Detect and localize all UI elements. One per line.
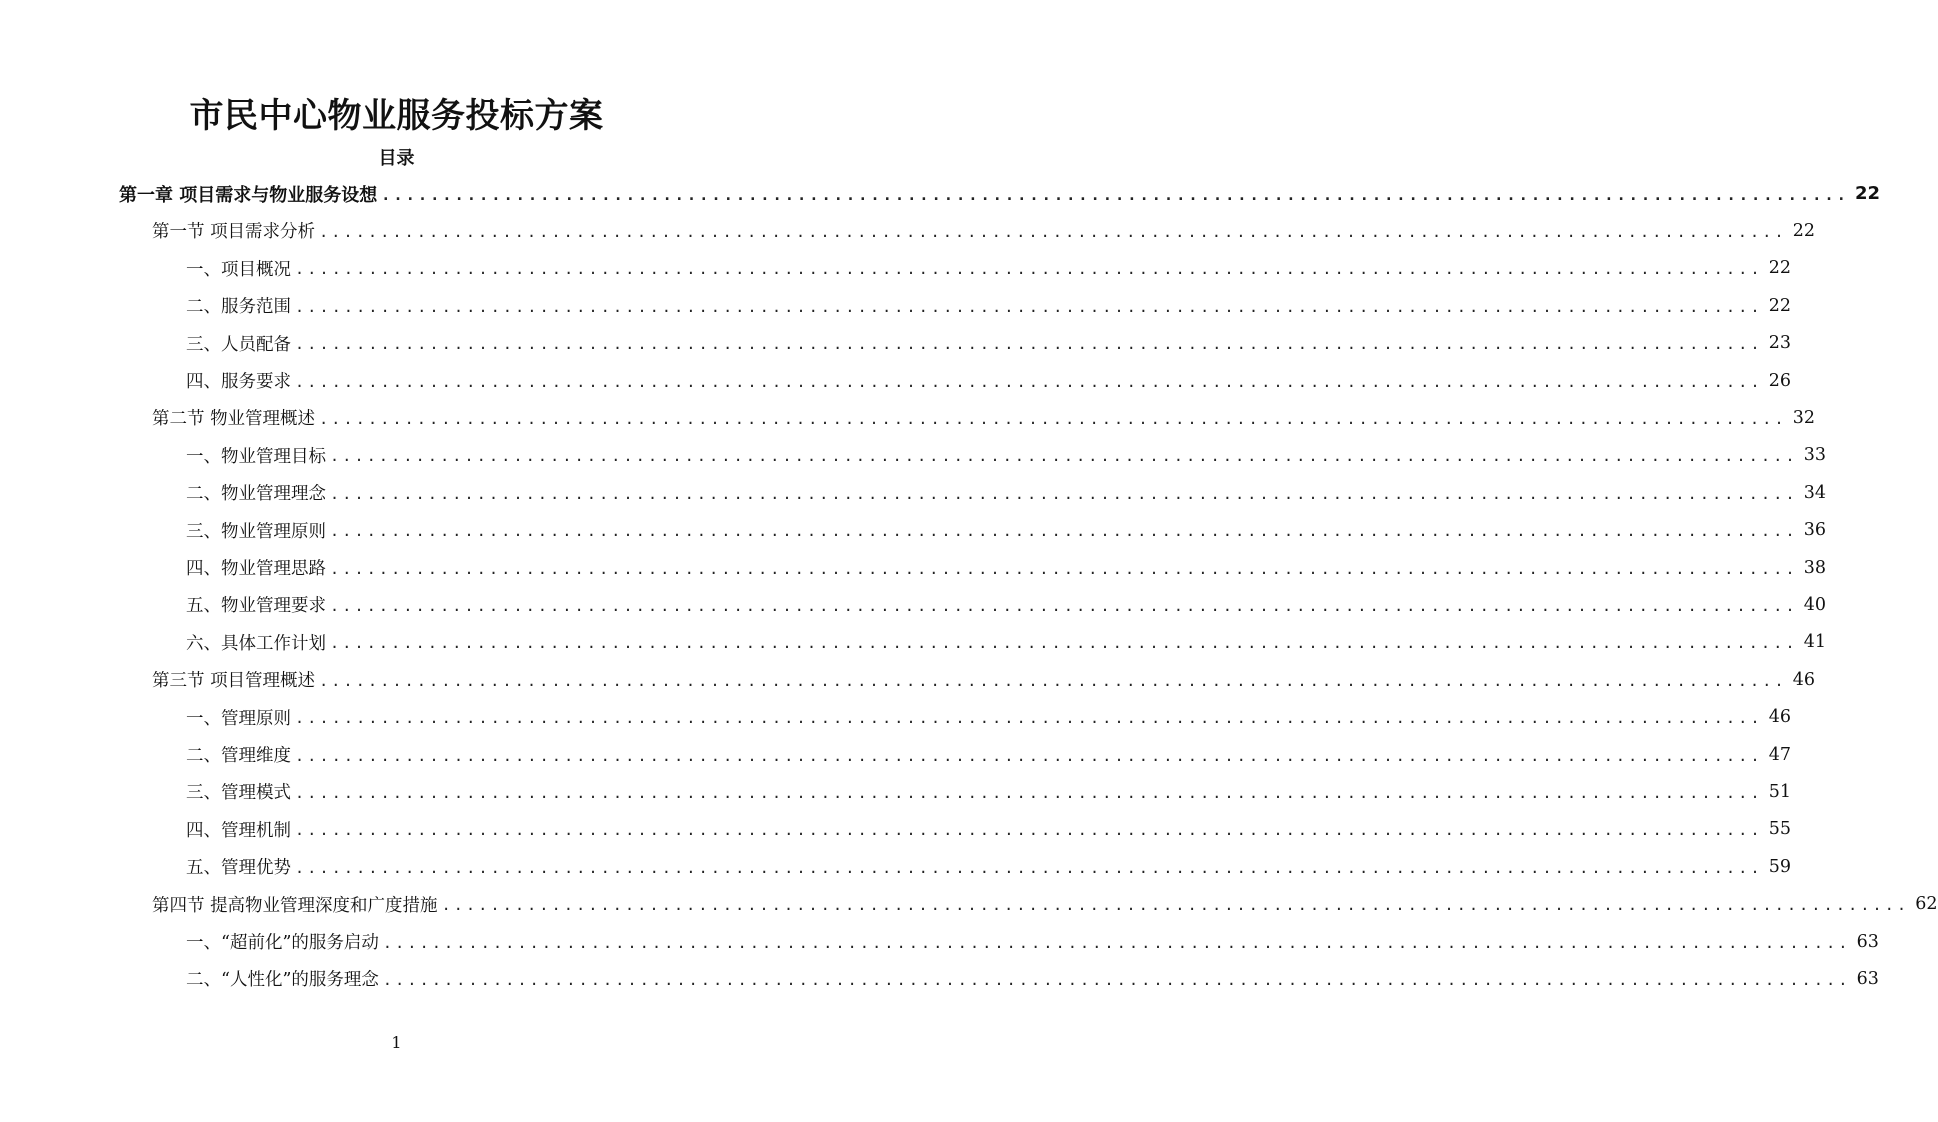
- toc-entry-label: 第一章 项目需求与物业服务设想: [119, 184, 378, 206]
- toc-entry-page: 40: [1803, 594, 1826, 615]
- toc-entry-page: 63: [1856, 931, 1879, 952]
- toc-entry[interactable]: [186, 923, 1879, 960]
- toc-entry-page: 22: [1768, 258, 1791, 279]
- toc-entry-page: 38: [1803, 557, 1826, 578]
- toc-entry-label: 二、物业管理理念: [186, 484, 326, 505]
- toc-entry-label: 二、“人性化”的服务理念: [186, 970, 379, 991]
- toc-entry-label: 四、管理机制: [186, 820, 291, 841]
- toc-entry-page: 41: [1803, 632, 1826, 653]
- toc-entry[interactable]: [186, 960, 1879, 997]
- toc-dot-leader: ........................................................................................................................: [295, 821, 1763, 840]
- toc-entry[interactable]: [119, 175, 1881, 212]
- toc-entry-page: 55: [1768, 819, 1791, 840]
- toc-entry-label: 三、人员配备: [186, 334, 291, 355]
- toc-entry-page: 22: [1854, 183, 1881, 204]
- toc-entry[interactable]: [152, 886, 1938, 923]
- toc-dot-leader: ........................................................................................................................: [295, 746, 1763, 765]
- toc-entry-label: 第四节 提高物业管理深度和广度措施: [152, 895, 438, 916]
- toc-entry-label: 四、物业管理思路: [186, 559, 326, 579]
- toc-dot-leader: ........................................................................................................................: [330, 522, 1798, 541]
- toc-entry-page: 51: [1768, 781, 1791, 802]
- toc-entry[interactable]: [186, 773, 1791, 810]
- toc-entry-page: 36: [1803, 520, 1826, 541]
- toc-dot-leader: ........................................................................................................................: [295, 335, 1763, 354]
- toc-entry[interactable]: [186, 512, 1826, 549]
- toc-entry-label: 六、具体工作计划: [186, 633, 326, 654]
- toc-entry[interactable]: [186, 287, 1791, 324]
- toc-dot-leader: ........................................................................................................................: [295, 372, 1763, 391]
- toc-dot-leader: ........................................................................................................................: [319, 671, 1787, 690]
- toc-entry[interactable]: [186, 362, 1791, 399]
- toc-entry-label: 四、服务要求: [186, 372, 291, 392]
- toc-dot-leader: ........................................................................................................................: [295, 260, 1763, 279]
- toc-entry-page: 59: [1768, 856, 1791, 877]
- toc-dot-leader: ........................................................................................................................: [319, 409, 1787, 428]
- toc-entry-page: 22: [1768, 295, 1791, 316]
- toc-entry-page: 46: [1792, 669, 1816, 690]
- toc-dot-leader: ........................................................................................................................: [295, 858, 1763, 877]
- toc-dot-leader: ........................................................................................................................: [330, 559, 1798, 578]
- toc-entry-label: 一、管理原则: [186, 708, 291, 729]
- toc-entry[interactable]: [186, 586, 1826, 623]
- toc-entry-label: 第二节 物业管理概述: [152, 409, 316, 430]
- toc-dot-leader: ........................................................................................................................: [382, 933, 1851, 952]
- toc-entry[interactable]: [186, 549, 1826, 586]
- toc-entry-label: 一、“超前化”的服务启动: [186, 933, 379, 953]
- toc-entry-page: 63: [1856, 968, 1879, 989]
- toc-entry-page: 34: [1803, 482, 1826, 503]
- toc-entry-label: 二、管理维度: [186, 746, 291, 766]
- toc-dot-leader: ........................................................................................................................: [330, 484, 1798, 503]
- toc-dot-leader: ........................................................................................................................: [381, 185, 1849, 204]
- toc-entry-page: 22: [1792, 220, 1816, 241]
- toc-dot-leader: ........................................................................................................................: [319, 222, 1787, 241]
- toc-dot-leader: ........................................................................................................................: [295, 783, 1763, 802]
- toc-entry-label: 三、管理模式: [186, 783, 291, 804]
- toc-dot-leader: ........................................................................................................................: [382, 970, 1851, 989]
- toc-entry[interactable]: [186, 624, 1826, 661]
- toc-entry[interactable]: [186, 250, 1791, 287]
- toc-entry-label: 一、项目概况: [186, 259, 291, 280]
- toc-entry-label: 第三节 项目管理概述: [152, 671, 316, 692]
- toc-entry-page: 33: [1803, 445, 1826, 466]
- toc-dot-leader: ........................................................................................................................: [441, 896, 1910, 915]
- toc-heading: 目录: [378, 148, 415, 169]
- toc-dot-leader: ........................................................................................................................: [330, 634, 1798, 653]
- toc-entry-label: 二、服务范围: [186, 297, 291, 318]
- toc-entry[interactable]: [186, 811, 1791, 848]
- toc-entry[interactable]: [186, 474, 1826, 511]
- toc-dot-leader: ........................................................................................................................: [295, 297, 1763, 316]
- toc-dot-leader: ........................................................................................................................: [295, 709, 1763, 728]
- toc-dot-leader: ........................................................................................................................: [330, 447, 1798, 466]
- toc-entry[interactable]: [186, 699, 1791, 736]
- toc-entry-page: 46: [1768, 707, 1791, 728]
- toc-entry[interactable]: [152, 212, 1816, 249]
- toc-entry-label: 一、物业管理目标: [186, 446, 326, 467]
- page-number: 1: [391, 1033, 402, 1052]
- toc-entry-page: 62: [1915, 894, 1938, 915]
- toc-entry-page: 32: [1792, 407, 1816, 428]
- toc-entry[interactable]: [152, 399, 1816, 436]
- toc-entry[interactable]: [186, 437, 1826, 474]
- toc-entry-page: 47: [1768, 744, 1791, 765]
- toc-entry[interactable]: [186, 736, 1791, 773]
- toc-entry[interactable]: [152, 661, 1816, 698]
- toc-entry-page: 26: [1768, 370, 1791, 391]
- toc-entry-label: 第一节 项目需求分析: [152, 222, 316, 243]
- toc-entry-label: 五、管理优势: [186, 858, 291, 879]
- toc-entry-page: 23: [1768, 333, 1791, 354]
- toc-entry[interactable]: [186, 325, 1791, 362]
- toc-entry[interactable]: [186, 848, 1791, 885]
- toc-entry-label: 三、物业管理原则: [186, 521, 326, 542]
- toc-entry-label: 五、物业管理要求: [186, 596, 326, 617]
- document-title: 市民中心物业服务投标方案: [189, 96, 604, 136]
- toc-dot-leader: ........................................................................................................................: [330, 596, 1798, 615]
